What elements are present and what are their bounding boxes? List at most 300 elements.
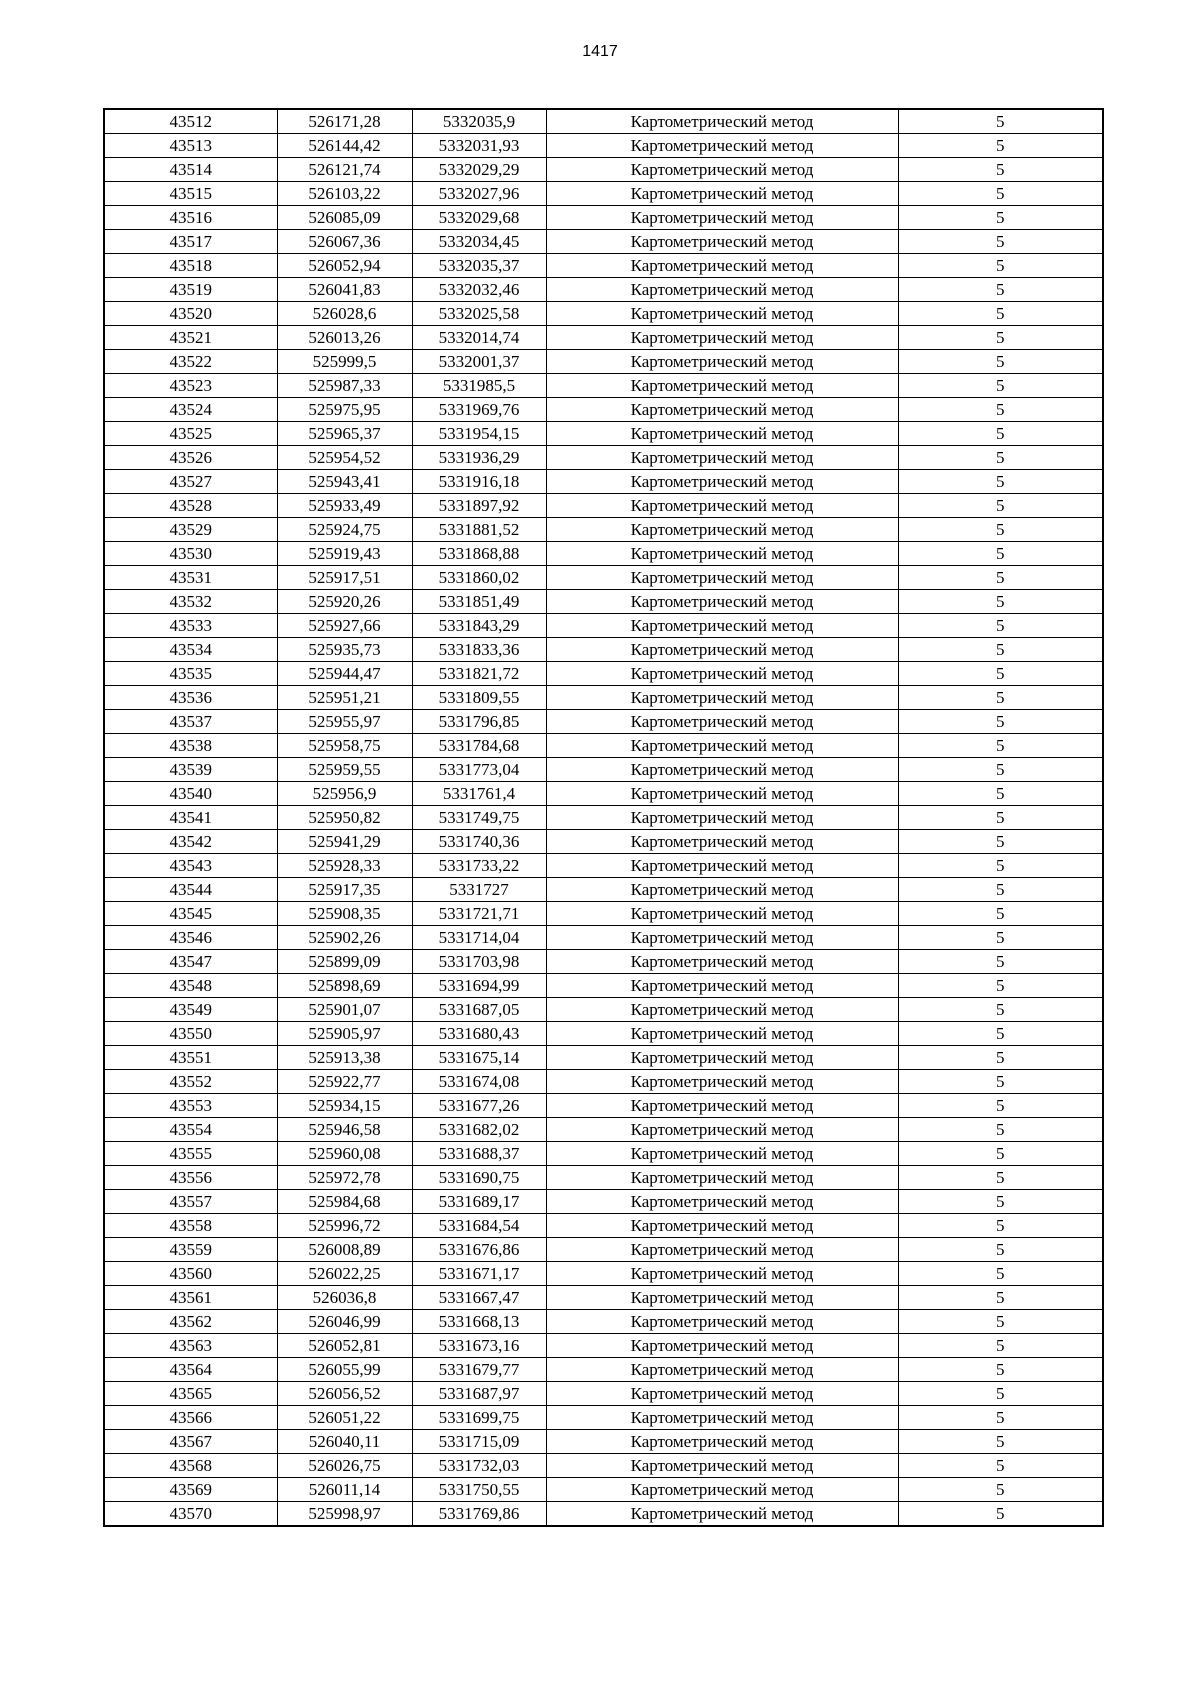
y-coordinate-cell: 5331761,4: [412, 782, 546, 806]
accuracy-cell: 5: [898, 638, 1103, 662]
y-coordinate-cell: 5331809,55: [412, 686, 546, 710]
accuracy-cell: 5: [898, 1190, 1103, 1214]
method-cell: Картометрический метод: [546, 710, 898, 734]
point-number-cell: 43564: [104, 1358, 277, 1382]
method-cell: Картометрический метод: [546, 806, 898, 830]
point-number-cell: 43569: [104, 1478, 277, 1502]
y-coordinate-cell: 5331675,14: [412, 1046, 546, 1070]
coordinates-table: [103, 108, 1104, 1527]
method-cell: Картометрический метод: [546, 1358, 898, 1382]
point-number-cell: 43531: [104, 566, 277, 590]
y-coordinate-cell: 5332035,37: [412, 254, 546, 278]
point-number-cell: 43568: [104, 1454, 277, 1478]
accuracy-cell: 5: [898, 1286, 1103, 1310]
point-number-cell: 43532: [104, 590, 277, 614]
y-coordinate-cell: 5331684,54: [412, 1214, 546, 1238]
table-row: [104, 1238, 1103, 1262]
y-coordinate-cell: 5331916,18: [412, 470, 546, 494]
x-coordinate-cell: 526103,22: [277, 182, 412, 206]
x-coordinate-cell: 525933,49: [277, 494, 412, 518]
x-coordinate-cell: 526040,11: [277, 1430, 412, 1454]
accuracy-cell: 5: [898, 1238, 1103, 1262]
accuracy-cell: 5: [898, 1430, 1103, 1454]
table-row: [104, 710, 1103, 734]
method-cell: Картометрический метод: [546, 950, 898, 974]
x-coordinate-cell: 526056,52: [277, 1382, 412, 1406]
table-row: [104, 758, 1103, 782]
point-number-cell: 43533: [104, 614, 277, 638]
table-row: [104, 158, 1103, 182]
method-cell: Картометрический метод: [546, 1334, 898, 1358]
point-number-cell: 43517: [104, 230, 277, 254]
x-coordinate-cell: 526052,81: [277, 1334, 412, 1358]
x-coordinate-cell: 525956,9: [277, 782, 412, 806]
accuracy-cell: 5: [898, 326, 1103, 350]
table-row: [104, 902, 1103, 926]
page-number: 1417: [582, 43, 618, 60]
table-row: [104, 398, 1103, 422]
table-row: [104, 1070, 1103, 1094]
point-number-cell: 43516: [104, 206, 277, 230]
x-coordinate-cell: 526026,75: [277, 1454, 412, 1478]
y-coordinate-cell: 5331954,15: [412, 422, 546, 446]
method-cell: Картометрический метод: [546, 1406, 898, 1430]
point-number-cell: 43548: [104, 974, 277, 998]
y-coordinate-cell: 5331714,04: [412, 926, 546, 950]
accuracy-cell: 5: [898, 566, 1103, 590]
y-coordinate-cell: 5331689,17: [412, 1190, 546, 1214]
method-cell: Картометрический метод: [546, 446, 898, 470]
point-number-cell: 43566: [104, 1406, 277, 1430]
x-coordinate-cell: 525975,95: [277, 398, 412, 422]
table-row: [104, 134, 1103, 158]
table-row: [104, 1046, 1103, 1070]
point-number-cell: 43567: [104, 1430, 277, 1454]
y-coordinate-cell: 5331673,16: [412, 1334, 546, 1358]
method-cell: Картометрический метод: [546, 1190, 898, 1214]
method-cell: Картометрический метод: [546, 134, 898, 158]
x-coordinate-cell: 526022,25: [277, 1262, 412, 1286]
x-coordinate-cell: 525908,35: [277, 902, 412, 926]
accuracy-cell: 5: [898, 1166, 1103, 1190]
point-number-cell: 43541: [104, 806, 277, 830]
point-number-cell: 43514: [104, 158, 277, 182]
accuracy-cell: 5: [898, 686, 1103, 710]
table-row: [104, 590, 1103, 614]
point-number-cell: 43518: [104, 254, 277, 278]
point-number-cell: 43555: [104, 1142, 277, 1166]
x-coordinate-cell: 526013,26: [277, 326, 412, 350]
table-row: [104, 638, 1103, 662]
method-cell: Картометрический метод: [546, 1454, 898, 1478]
x-coordinate-cell: 525919,43: [277, 542, 412, 566]
table-row: [104, 1406, 1103, 1430]
y-coordinate-cell: 5331721,71: [412, 902, 546, 926]
accuracy-cell: 5: [898, 398, 1103, 422]
y-coordinate-cell: 5331769,86: [412, 1502, 546, 1527]
table-row: [104, 1214, 1103, 1238]
accuracy-cell: 5: [898, 782, 1103, 806]
y-coordinate-cell: 5332014,74: [412, 326, 546, 350]
point-number-cell: 43563: [104, 1334, 277, 1358]
accuracy-cell: 5: [898, 1142, 1103, 1166]
x-coordinate-cell: 525902,26: [277, 926, 412, 950]
accuracy-cell: 5: [898, 998, 1103, 1022]
y-coordinate-cell: 5331694,99: [412, 974, 546, 998]
accuracy-cell: 5: [898, 902, 1103, 926]
point-number-cell: 43558: [104, 1214, 277, 1238]
point-number-cell: 43527: [104, 470, 277, 494]
y-coordinate-cell: 5331668,13: [412, 1310, 546, 1334]
point-number-cell: 43520: [104, 302, 277, 326]
point-number-cell: 43529: [104, 518, 277, 542]
point-number-cell: 43540: [104, 782, 277, 806]
table-row: [104, 1478, 1103, 1502]
y-coordinate-cell: 5331821,72: [412, 662, 546, 686]
point-number-cell: 43538: [104, 734, 277, 758]
accuracy-cell: 5: [898, 590, 1103, 614]
accuracy-cell: 5: [898, 302, 1103, 326]
accuracy-cell: 5: [898, 206, 1103, 230]
accuracy-cell: 5: [898, 494, 1103, 518]
y-coordinate-cell: 5331851,49: [412, 590, 546, 614]
method-cell: Картометрический метод: [546, 614, 898, 638]
y-coordinate-cell: 5331688,37: [412, 1142, 546, 1166]
x-coordinate-cell: 525959,55: [277, 758, 412, 782]
x-coordinate-cell: 525946,58: [277, 1118, 412, 1142]
table-row: [104, 614, 1103, 638]
point-number-cell: 43512: [104, 109, 277, 134]
y-coordinate-cell: 5331677,26: [412, 1094, 546, 1118]
table-row: [104, 1118, 1103, 1142]
point-number-cell: 43551: [104, 1046, 277, 1070]
table-row: [104, 566, 1103, 590]
method-cell: Картометрический метод: [546, 230, 898, 254]
accuracy-cell: 5: [898, 806, 1103, 830]
table-row: [104, 1166, 1103, 1190]
x-coordinate-cell: 525950,82: [277, 806, 412, 830]
x-coordinate-cell: 525924,75: [277, 518, 412, 542]
method-cell: Картометрический метод: [546, 590, 898, 614]
x-coordinate-cell: 525905,97: [277, 1022, 412, 1046]
table-row: [104, 662, 1103, 686]
accuracy-cell: 5: [898, 1070, 1103, 1094]
accuracy-cell: 5: [898, 182, 1103, 206]
table-row: [104, 1382, 1103, 1406]
y-coordinate-cell: 5331750,55: [412, 1478, 546, 1502]
x-coordinate-cell: 525954,52: [277, 446, 412, 470]
point-number-cell: 43534: [104, 638, 277, 662]
table-row: [104, 926, 1103, 950]
point-number-cell: 43570: [104, 1502, 277, 1527]
y-coordinate-cell: 5331679,77: [412, 1358, 546, 1382]
accuracy-cell: 5: [898, 1382, 1103, 1406]
table-row: [104, 854, 1103, 878]
x-coordinate-cell: 526052,94: [277, 254, 412, 278]
accuracy-cell: 5: [898, 374, 1103, 398]
point-number-cell: 43525: [104, 422, 277, 446]
y-coordinate-cell: 5332032,46: [412, 278, 546, 302]
y-coordinate-cell: 5331733,22: [412, 854, 546, 878]
table-row: [104, 734, 1103, 758]
method-cell: Картометрический метод: [546, 1094, 898, 1118]
x-coordinate-cell: 525917,35: [277, 878, 412, 902]
method-cell: Картометрический метод: [546, 1046, 898, 1070]
accuracy-cell: 5: [898, 950, 1103, 974]
y-coordinate-cell: 5331881,52: [412, 518, 546, 542]
y-coordinate-cell: 5331727: [412, 878, 546, 902]
y-coordinate-cell: 5331833,36: [412, 638, 546, 662]
x-coordinate-cell: 525899,09: [277, 950, 412, 974]
table-row: [104, 998, 1103, 1022]
accuracy-cell: 5: [898, 878, 1103, 902]
method-cell: Картометрический метод: [546, 1262, 898, 1286]
x-coordinate-cell: 525984,68: [277, 1190, 412, 1214]
point-number-cell: 43519: [104, 278, 277, 302]
method-cell: Картометрический метод: [546, 758, 898, 782]
method-cell: Картометрический метод: [546, 1502, 898, 1527]
y-coordinate-cell: 5331969,76: [412, 398, 546, 422]
table-row: [104, 806, 1103, 830]
y-coordinate-cell: 5331671,17: [412, 1262, 546, 1286]
x-coordinate-cell: 525928,33: [277, 854, 412, 878]
x-coordinate-cell: 526008,89: [277, 1238, 412, 1262]
y-coordinate-cell: 5331897,92: [412, 494, 546, 518]
y-coordinate-cell: 5332031,93: [412, 134, 546, 158]
x-coordinate-cell: 525922,77: [277, 1070, 412, 1094]
point-number-cell: 43530: [104, 542, 277, 566]
y-coordinate-cell: 5331749,75: [412, 806, 546, 830]
accuracy-cell: 5: [898, 734, 1103, 758]
point-number-cell: 43536: [104, 686, 277, 710]
table-row: [104, 326, 1103, 350]
y-coordinate-cell: 5331674,08: [412, 1070, 546, 1094]
y-coordinate-cell: 5331985,5: [412, 374, 546, 398]
point-number-cell: 43562: [104, 1310, 277, 1334]
point-number-cell: 43543: [104, 854, 277, 878]
method-cell: Картометрический метод: [546, 1118, 898, 1142]
point-number-cell: 43513: [104, 134, 277, 158]
method-cell: Картометрический метод: [546, 494, 898, 518]
y-coordinate-cell: 5331740,36: [412, 830, 546, 854]
coordinates-table-body: [104, 109, 1103, 1526]
method-cell: Картометрический метод: [546, 470, 898, 494]
point-number-cell: 43526: [104, 446, 277, 470]
method-cell: Картометрический метод: [546, 1238, 898, 1262]
point-number-cell: 43561: [104, 1286, 277, 1310]
method-cell: Картометрический метод: [546, 374, 898, 398]
y-coordinate-cell: 5332027,96: [412, 182, 546, 206]
method-cell: Картометрический метод: [546, 1070, 898, 1094]
method-cell: Картометрический метод: [546, 1166, 898, 1190]
x-coordinate-cell: 526121,74: [277, 158, 412, 182]
y-coordinate-cell: 5331860,02: [412, 566, 546, 590]
method-cell: Картометрический метод: [546, 1382, 898, 1406]
table-row: [104, 494, 1103, 518]
point-number-cell: 43528: [104, 494, 277, 518]
table-row: [104, 686, 1103, 710]
accuracy-cell: 5: [898, 614, 1103, 638]
method-cell: Картометрический метод: [546, 278, 898, 302]
method-cell: Картометрический метод: [546, 830, 898, 854]
table-row: [104, 518, 1103, 542]
table-row: [104, 206, 1103, 230]
point-number-cell: 43524: [104, 398, 277, 422]
method-cell: Картометрический метод: [546, 254, 898, 278]
accuracy-cell: 5: [898, 422, 1103, 446]
table-row: [104, 1454, 1103, 1478]
x-coordinate-cell: 525987,33: [277, 374, 412, 398]
y-coordinate-cell: 5331690,75: [412, 1166, 546, 1190]
x-coordinate-cell: 526036,8: [277, 1286, 412, 1310]
y-coordinate-cell: 5331868,88: [412, 542, 546, 566]
accuracy-cell: 5: [898, 758, 1103, 782]
point-number-cell: 43554: [104, 1118, 277, 1142]
table-row: [104, 1310, 1103, 1334]
table-row: [104, 374, 1103, 398]
y-coordinate-cell: 5332035,9: [412, 109, 546, 134]
accuracy-cell: 5: [898, 134, 1103, 158]
x-coordinate-cell: 525955,97: [277, 710, 412, 734]
method-cell: Картометрический метод: [546, 1430, 898, 1454]
point-number-cell: 43557: [104, 1190, 277, 1214]
accuracy-cell: 5: [898, 1118, 1103, 1142]
method-cell: Картометрический метод: [546, 422, 898, 446]
x-coordinate-cell: 525917,51: [277, 566, 412, 590]
x-coordinate-cell: 525972,78: [277, 1166, 412, 1190]
point-number-cell: 43537: [104, 710, 277, 734]
accuracy-cell: 5: [898, 1358, 1103, 1382]
table-row: [104, 278, 1103, 302]
x-coordinate-cell: 526028,6: [277, 302, 412, 326]
x-coordinate-cell: 525898,69: [277, 974, 412, 998]
accuracy-cell: 5: [898, 1502, 1103, 1527]
accuracy-cell: 5: [898, 1478, 1103, 1502]
x-coordinate-cell: 525951,21: [277, 686, 412, 710]
table-row: [104, 350, 1103, 374]
table-row: [104, 830, 1103, 854]
point-number-cell: 43550: [104, 1022, 277, 1046]
x-coordinate-cell: 526046,99: [277, 1310, 412, 1334]
accuracy-cell: 5: [898, 109, 1103, 134]
accuracy-cell: 5: [898, 254, 1103, 278]
method-cell: Картометрический метод: [546, 878, 898, 902]
y-coordinate-cell: 5331715,09: [412, 1430, 546, 1454]
point-number-cell: 43552: [104, 1070, 277, 1094]
accuracy-cell: 5: [898, 1454, 1103, 1478]
accuracy-cell: 5: [898, 974, 1103, 998]
x-coordinate-cell: 525965,37: [277, 422, 412, 446]
table-row: [104, 302, 1103, 326]
y-coordinate-cell: 5332034,45: [412, 230, 546, 254]
method-cell: Картометрический метод: [546, 542, 898, 566]
accuracy-cell: 5: [898, 1406, 1103, 1430]
y-coordinate-cell: 5332029,68: [412, 206, 546, 230]
accuracy-cell: 5: [898, 350, 1103, 374]
x-coordinate-cell: 525901,07: [277, 998, 412, 1022]
table-row: [104, 1022, 1103, 1046]
x-coordinate-cell: 525960,08: [277, 1142, 412, 1166]
method-cell: Картометрический метод: [546, 1022, 898, 1046]
y-coordinate-cell: 5331796,85: [412, 710, 546, 734]
point-number-cell: 43544: [104, 878, 277, 902]
method-cell: Картометрический метод: [546, 1310, 898, 1334]
method-cell: Картометрический метод: [546, 182, 898, 206]
point-number-cell: 43560: [104, 1262, 277, 1286]
point-number-cell: 43535: [104, 662, 277, 686]
y-coordinate-cell: 5331682,02: [412, 1118, 546, 1142]
x-coordinate-cell: 525935,73: [277, 638, 412, 662]
point-number-cell: 43553: [104, 1094, 277, 1118]
method-cell: Картометрический метод: [546, 1286, 898, 1310]
table-row: [104, 109, 1103, 134]
method-cell: Картометрический метод: [546, 974, 898, 998]
x-coordinate-cell: 525958,75: [277, 734, 412, 758]
y-coordinate-cell: 5331699,75: [412, 1406, 546, 1430]
method-cell: Картометрический метод: [546, 782, 898, 806]
x-coordinate-cell: 525913,38: [277, 1046, 412, 1070]
y-coordinate-cell: 5331784,68: [412, 734, 546, 758]
accuracy-cell: 5: [898, 470, 1103, 494]
point-number-cell: 43521: [104, 326, 277, 350]
x-coordinate-cell: 525999,5: [277, 350, 412, 374]
y-coordinate-cell: 5331843,29: [412, 614, 546, 638]
method-cell: Картометрический метод: [546, 998, 898, 1022]
point-number-cell: 43515: [104, 182, 277, 206]
accuracy-cell: 5: [898, 710, 1103, 734]
point-number-cell: 43523: [104, 374, 277, 398]
table-row: [104, 470, 1103, 494]
method-cell: Картометрический метод: [546, 326, 898, 350]
x-coordinate-cell: 525996,72: [277, 1214, 412, 1238]
method-cell: Картометрический метод: [546, 518, 898, 542]
accuracy-cell: 5: [898, 854, 1103, 878]
point-number-cell: 43556: [104, 1166, 277, 1190]
table-row: [104, 1334, 1103, 1358]
table-row: [104, 542, 1103, 566]
table-row: [104, 1094, 1103, 1118]
accuracy-cell: 5: [898, 542, 1103, 566]
x-coordinate-cell: 525998,97: [277, 1502, 412, 1527]
table-row: [104, 878, 1103, 902]
accuracy-cell: 5: [898, 1262, 1103, 1286]
y-coordinate-cell: 5331703,98: [412, 950, 546, 974]
point-number-cell: 43549: [104, 998, 277, 1022]
x-coordinate-cell: 525941,29: [277, 830, 412, 854]
y-coordinate-cell: 5331732,03: [412, 1454, 546, 1478]
method-cell: Картометрический метод: [546, 398, 898, 422]
table-row: [104, 1286, 1103, 1310]
point-number-cell: 43547: [104, 950, 277, 974]
table-row: [104, 254, 1103, 278]
y-coordinate-cell: 5332001,37: [412, 350, 546, 374]
x-coordinate-cell: 526144,42: [277, 134, 412, 158]
x-coordinate-cell: 526085,09: [277, 206, 412, 230]
method-cell: Картометрический метод: [546, 854, 898, 878]
accuracy-cell: 5: [898, 1214, 1103, 1238]
accuracy-cell: 5: [898, 1022, 1103, 1046]
x-coordinate-cell: 526067,36: [277, 230, 412, 254]
y-coordinate-cell: 5331773,04: [412, 758, 546, 782]
y-coordinate-cell: 5332029,29: [412, 158, 546, 182]
y-coordinate-cell: 5332025,58: [412, 302, 546, 326]
accuracy-cell: 5: [898, 230, 1103, 254]
y-coordinate-cell: 5331936,29: [412, 446, 546, 470]
accuracy-cell: 5: [898, 662, 1103, 686]
x-coordinate-cell: 525927,66: [277, 614, 412, 638]
method-cell: Картометрический метод: [546, 734, 898, 758]
x-coordinate-cell: 526041,83: [277, 278, 412, 302]
